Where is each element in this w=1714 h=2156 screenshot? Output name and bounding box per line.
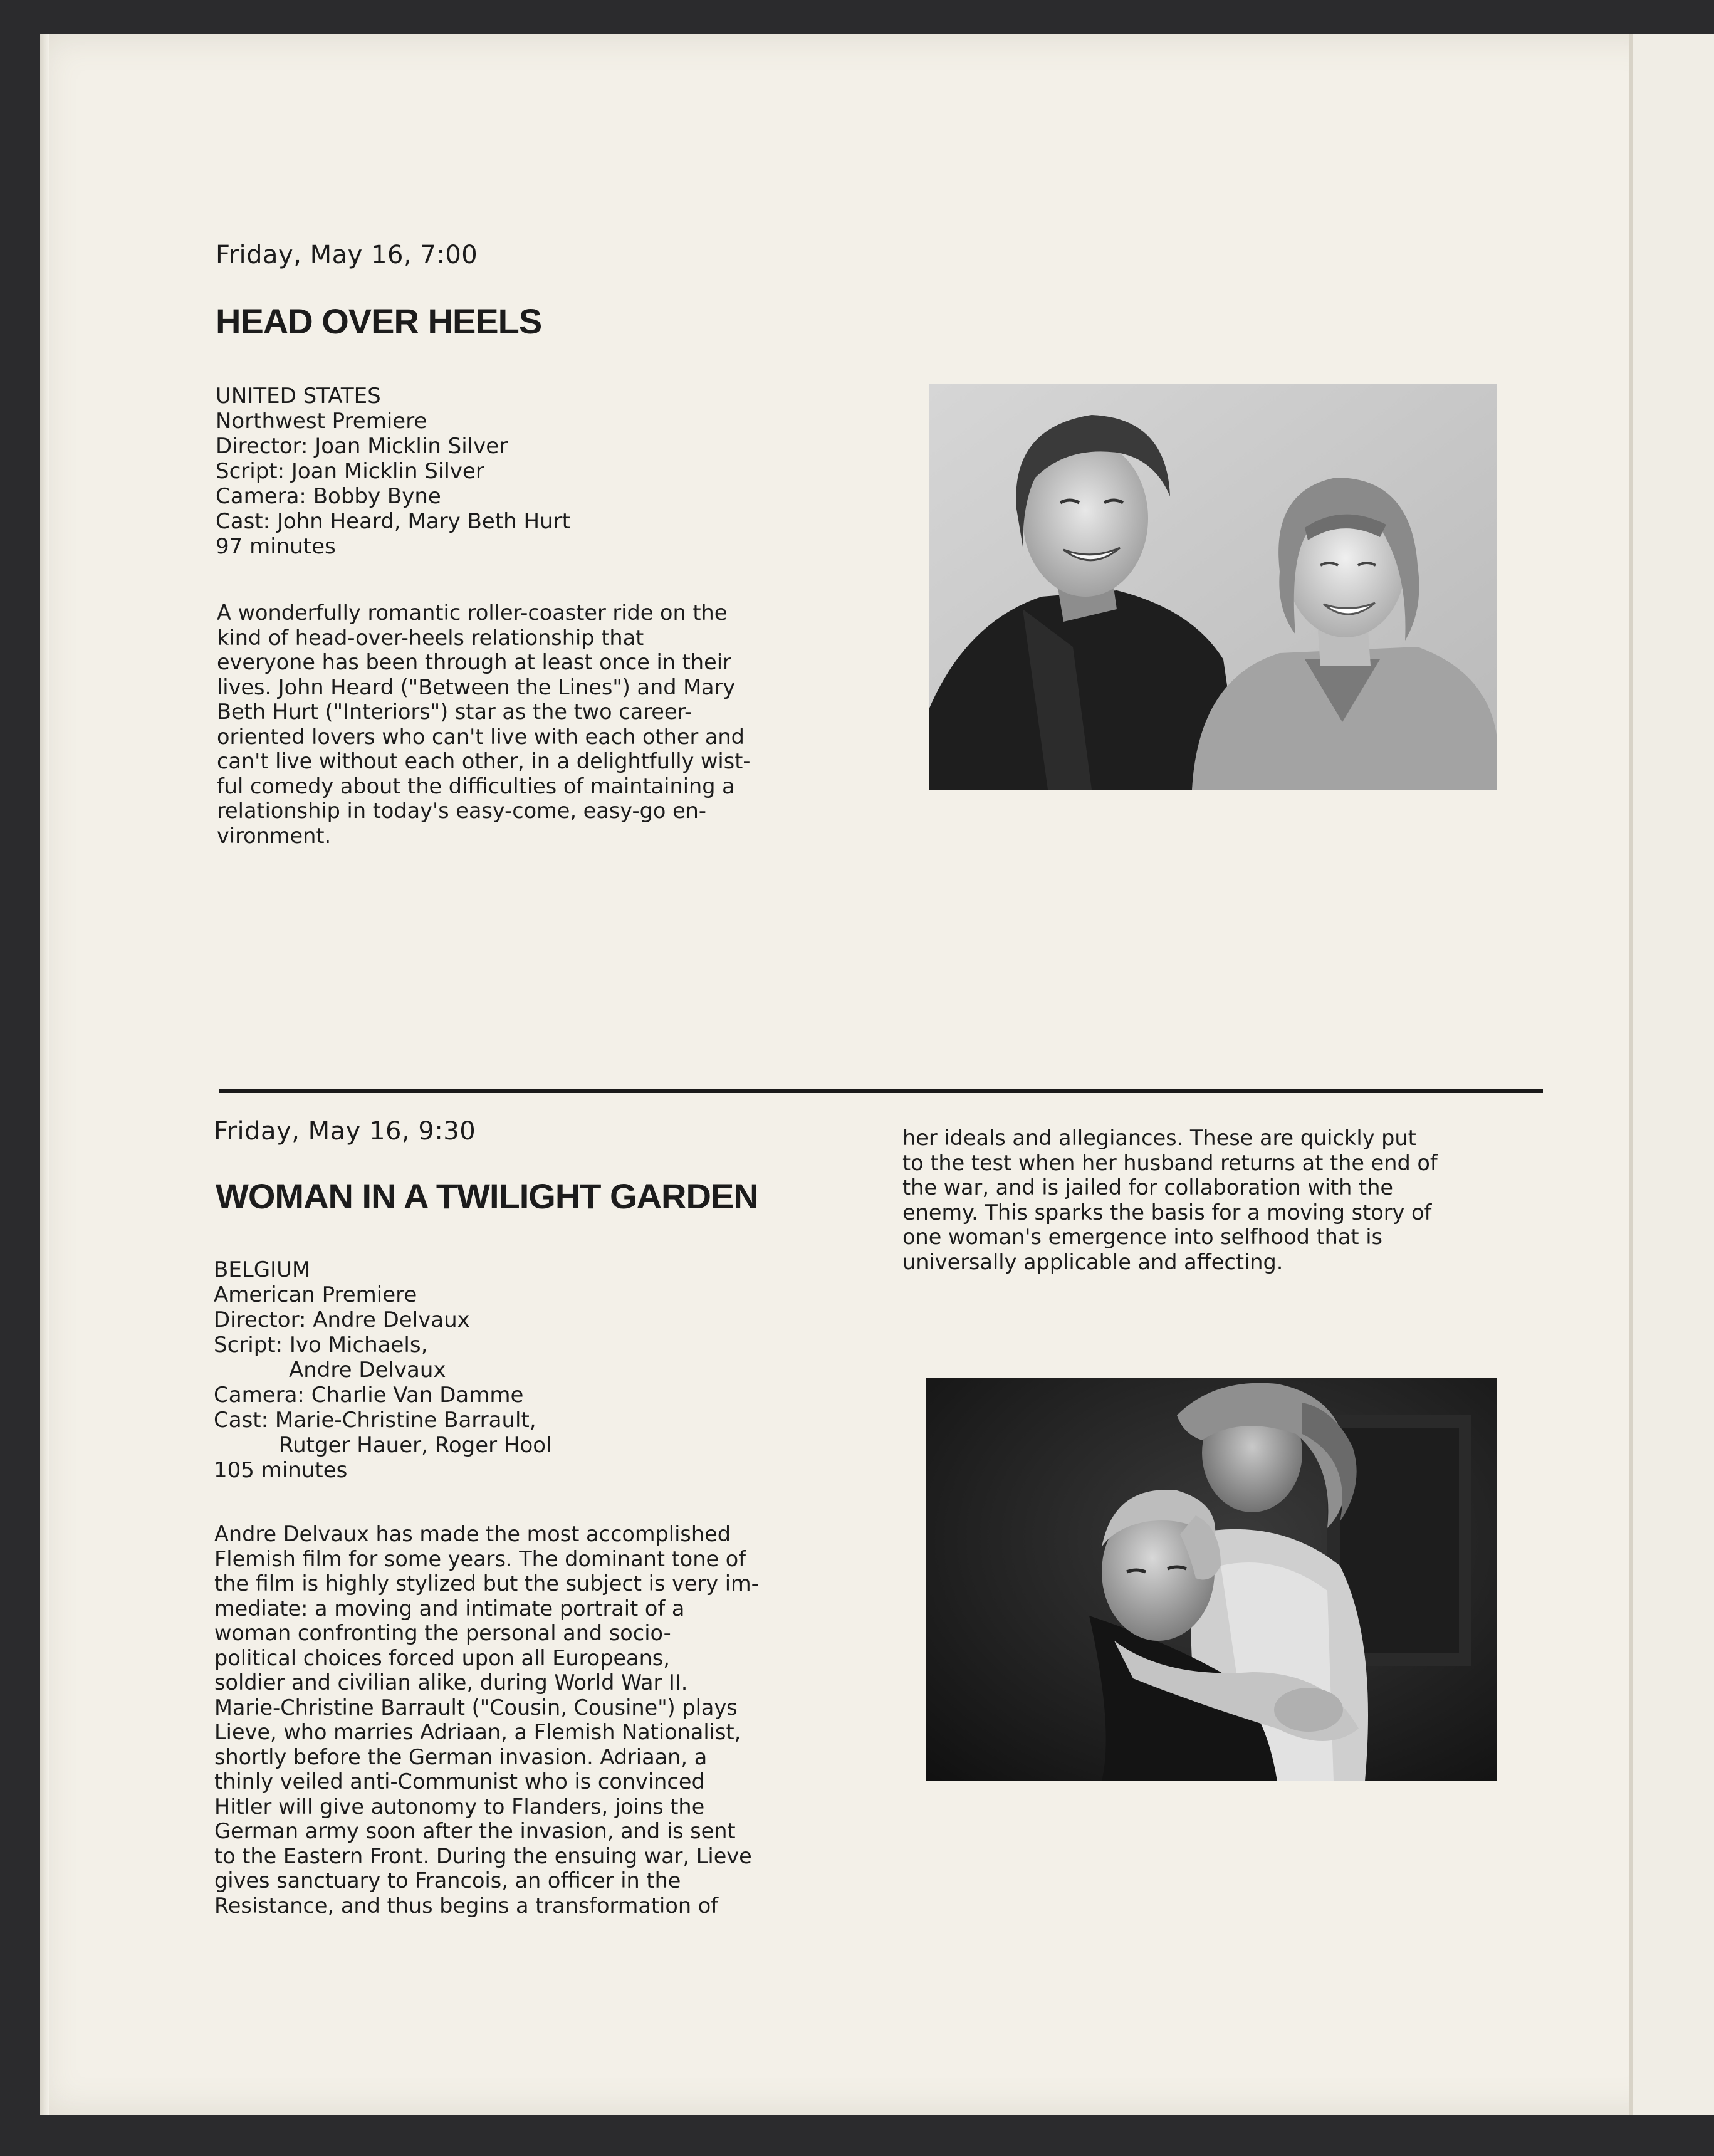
description-line: woman confronting the personal and socio-	[214, 1621, 671, 1645]
credit-camera: Camera: Charlie Van Damme	[214, 1383, 524, 1408]
event-dateline: Friday, May 16, 9:30	[214, 1117, 476, 1146]
description-line: enemy. This sparks the basis for a moving story of	[902, 1200, 1432, 1225]
credit-runtime: 105 minutes	[214, 1458, 348, 1483]
description-line: soldier and civilian alike, during World War II.	[214, 1670, 688, 1695]
description-line: the war, and is jailed for collaboration with the	[902, 1175, 1394, 1200]
description-line: lives. John Heard ("Between the Lines") and Mary	[217, 674, 736, 699]
credit-script: Script: Ivo Michaels,	[214, 1332, 428, 1358]
description-line: Resistance, and thus begins a transformation of	[214, 1893, 719, 1918]
description-line: A wonderfully romantic roller-coaster ride on the	[217, 600, 728, 625]
description-line: can't live without each other, in a delightfully wist-	[217, 749, 751, 773]
description-line: gives sanctuary to Francois, an officer in the	[214, 1868, 681, 1893]
description-line: ful comedy about the difficulties of maintaining a	[217, 773, 735, 798]
credit-camera: Camera: Bobby Byne	[216, 484, 441, 509]
film-still-head-over-heels	[929, 384, 1497, 790]
film-description	[217, 600, 750, 848]
film-title: HEAD OVER HEELS	[216, 301, 542, 341]
description-line: to the test when her husband returns at the end of	[902, 1150, 1438, 1175]
description-line: oriented lovers who can't live with each other and	[217, 724, 745, 749]
credit-script: Script: Joan Micklin Silver	[216, 459, 484, 484]
section-divider	[219, 1089, 1543, 1093]
description-line: everyone has been through at least once in their	[217, 650, 731, 674]
page-edge	[40, 34, 49, 2115]
film-title: WOMAN IN A TWILIGHT GARDEN	[216, 1176, 758, 1216]
credit-director: Director: Andre Delvaux	[214, 1307, 470, 1332]
credit-country: BELGIUM	[214, 1257, 311, 1282]
description-line: one woman's emergence into selfhood that is	[902, 1225, 1382, 1249]
credit-premiere: American Premiere	[214, 1282, 417, 1307]
film-credits	[216, 384, 570, 559]
credit-script-continued: Andre Delvaux	[289, 1358, 446, 1383]
description-line: political choices forced upon all Europeans,	[214, 1645, 670, 1670]
description-line: mediate: a moving and intimate portrait of a	[214, 1596, 685, 1621]
description-line: Marie-Christine Barrault ("Cousin, Cousine") plays	[214, 1695, 738, 1720]
description-line: Andre Delvaux has made the most accomplished	[214, 1522, 731, 1546]
film-description	[214, 1522, 759, 1918]
description-line: the film is highly stylized but the subject is very im-	[214, 1571, 759, 1596]
film-still-woman-in-a-twilight-garden	[926, 1378, 1497, 1781]
description-line: vironment.	[217, 823, 332, 848]
credit-premiere: Northwest Premiere	[216, 409, 427, 434]
description-line: thinly veiled anti-Communist who is convinced	[214, 1769, 705, 1794]
facing-page-edge	[1633, 34, 1714, 2115]
film-description-continued	[902, 1126, 1438, 1274]
credit-runtime: 97 minutes	[216, 534, 336, 559]
event-dateline: Friday, May 16, 7:00	[216, 241, 478, 270]
credit-country: UNITED STATES	[216, 384, 381, 409]
description-line: German army soon after the invasion, and is sent	[214, 1819, 736, 1843]
description-line: Beth Hurt ("Interiors") star as the two career-	[217, 699, 692, 724]
description-line: her ideals and allegiances. These are quickly put	[902, 1126, 1416, 1150]
description-line: universally applicable and affecting.	[902, 1249, 1283, 1274]
description-line: shortly before the German invasion. Adriaan, a	[214, 1744, 708, 1769]
description-line: Lieve, who marries Adriaan, a Flemish Nationalist,	[214, 1720, 741, 1744]
description-line: Flemish film for some years. The dominant tone of	[214, 1546, 746, 1571]
description-line: relationship in today's easy-come, easy-go en-	[217, 798, 706, 823]
description-line: kind of head-over-heels relationship that	[217, 625, 644, 650]
credit-cast: Cast: John Heard, Mary Beth Hurt	[216, 509, 570, 534]
credit-cast-continued: Rutger Hauer, Roger Hool	[279, 1433, 552, 1458]
credit-cast: Cast: Marie-Christine Barrault,	[214, 1408, 536, 1433]
credit-director: Director: Joan Micklin Silver	[216, 434, 508, 459]
description-line: to the Eastern Front. During the ensuing war, Lieve	[214, 1843, 752, 1868]
description-line: Hitler will give autonomy to Flanders, joins the	[214, 1794, 705, 1819]
film-credits	[214, 1257, 552, 1483]
